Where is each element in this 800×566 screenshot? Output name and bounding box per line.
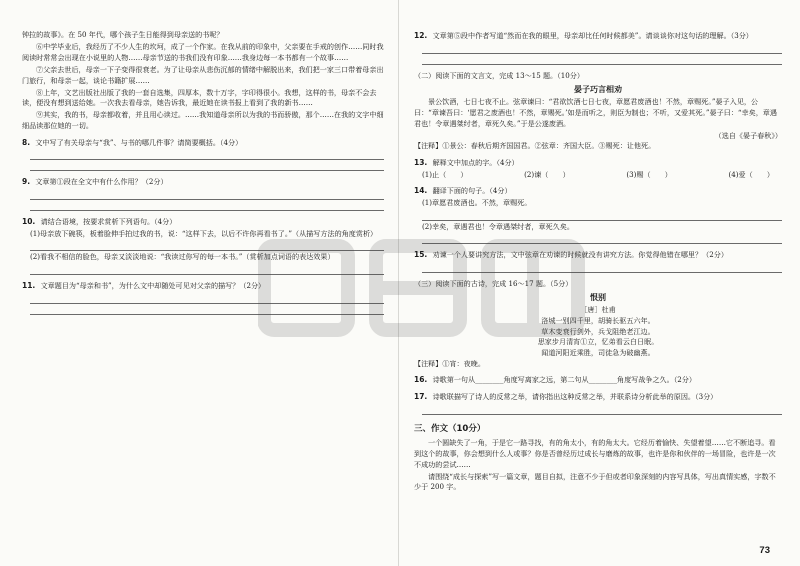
composition-prompt: 一个圆缺失了一角，于是它一路寻找，有的角太小，有的角太大。它经历着愉快、失望着望……它不断追寻。看到这个的故事，你会想到什么人或事？你是否曾经历过成长与磨炼的故事，也许是你和伙伴的一场冒险，也许是一次不成功的尝试…… [414,438,776,469]
question-number: 13. [414,157,428,167]
question-10-part-1: (1)母亲放下碗筷，板着脸伸手拍过我的书，说：“这样下去，以后不许你再看书了。”（从描写方法的角度赏析） [30,228,378,238]
paragraph-6: ⑥中学毕业后，我经历了不少人生的坎坷，成了一个作家。在我从前的印象中，父亲要在手戒的创作……同时我阅读时常常会出现在小说里的人物……母亲节送的书我们没有印象……我身边每一本书都有一个故事…… [22,42,384,62]
question-13 [414,157,782,169]
question-15 [414,249,782,261]
poem-line: 洛城一别四千里，胡骑长驱五六年。 [541,316,655,326]
question-12 [414,30,782,42]
right-column [414,30,782,495]
question-8 [22,137,384,149]
question-11 [22,280,384,292]
section-2-heading: （二）阅读下面的文言文，完成 13～15 题。（10分） [414,70,584,80]
question-16 [414,374,782,386]
word-blank-1[interactable]: (1)止（ ） [422,169,468,179]
intro-tail: 钟拉的故事》。在 50 年代，哪个孩子生日能得到母亲送的书呢？ [22,30,224,39]
composition-requirement: 请围绕“成长与探索”写一篇文章，题目自拟，注意不少于但或者印象深刻的内容写具体，写出真情实感，字数不少于 200 字。 [414,471,776,492]
answer-line[interactable] [30,293,384,304]
answer-line[interactable] [422,43,782,54]
question-number: 11. [22,280,36,290]
question-number: 10. [22,217,36,227]
question-14-part-1: (1)章愿君废酒也。不然，章赐死。 [422,197,532,207]
question-9 [22,176,384,188]
poem-line: 草木变衰行剑外，兵戈阻绝老江边。 [541,326,655,336]
answer-line[interactable] [422,210,782,221]
word-blank-4[interactable]: (4)爱（ ） [728,169,774,179]
question-text: 解释文中加点的字。（4分） [432,157,519,167]
question-number: 15. [414,250,428,260]
question-text: 请结合语境，按要求赏析下列语句。（4分） [40,217,177,227]
answer-line[interactable] [422,262,782,273]
poem-note: 【注释】①宵：夜晚。 [414,358,485,368]
question-text: 翻译下面的句子。（4分） [432,186,512,196]
poem-line: 思家步月清宵①立，忆弟看云白日眠。 [537,337,659,347]
word-blank-2[interactable]: (2)谏（ ） [524,169,570,179]
page-number: 73 [759,545,770,556]
question-number: 14. [414,186,428,196]
answer-line[interactable] [30,160,384,171]
question-number: 8. [22,137,31,147]
classic-text: 景公饮酒，七日七夜不止。弦章谏曰：“君欲饮酒七日七夜，章愿君废酒也！不然，章赐死。”晏子入见，公曰：“章谏吾曰：‘愿君之废酒也！不然，章赐死。’如是而听之，则臣为制也；不听，又爱其死。”晏子曰：“幸矣，章遇君也！令章遇桀纣者，章死久矣。”于是公遂废酒。 [414,97,777,128]
question-text: 文章第⑤段中作者写道“然而在我的眼里，母亲却比任何时候都美”。请谈谈你对这句话的理解。（3分） [432,31,753,40]
answer-line[interactable] [30,304,384,315]
question-17 [414,391,782,403]
question-text: 文章题目为“母亲和书”，为什么文中却随处可见对父亲的描写？（2分） [40,280,266,290]
paragraph-8: ⑧上年，文艺出版社出版了我的一套自选集，四厚本，数十万字，字印得很小。我想，这样的书，母亲不会去读，便没有想到送给她。一次我去看母亲，她告诉我，最近她在读书报上看到了我的新书…… [22,87,377,108]
question-text: 劝谏一个人要讲究方法，文中弦章在劝谏的时候就没有讲究方法。你觉得他错在哪里？（2分） [432,250,728,260]
column-divider [398,0,399,566]
word-blank-3[interactable]: (3)赐（ ） [626,169,672,179]
answer-line[interactable] [30,240,384,251]
paragraph-9: ⑨其实，我的书，母亲都收着，并且用心读过。……我知道母亲所以为我的书而骄傲，那个……在我的文字中细细品读那位她的一切。 [22,110,384,131]
answer-line[interactable] [422,404,782,415]
question-number: 9. [22,177,31,187]
paragraph-7: ⑦父亲去世后，母亲一下子变得很衰老。为了让母亲从悲伤沉郁的情绪中解脱出来，我们把一家三口带着母亲出门旅行，和母亲一起，谈论书籍扩展…… [22,64,384,85]
question-text: 文中写了有关母亲与“我”、与书的哪几件事？请简要概括。（4分） [35,137,243,147]
classic-title: 晏子巧言相劝 [574,84,622,95]
answer-line[interactable] [422,54,782,65]
question-text: 诗歌第一句从________角度写离家之远，第二句从________角度写战争之久。（2分） [432,375,696,385]
word-blanks [422,170,774,181]
answer-line[interactable] [30,149,384,160]
answer-line[interactable] [30,189,384,200]
question-text: 文章第①段在全文中有什么作用？（2分） [35,177,168,187]
poem-title: 恨别 [590,292,606,303]
left-column [22,30,384,315]
question-number: 12. [414,31,428,40]
question-14-part-2: (2)幸矣，章遇君也！令章遇桀纣者，章死久矣。 [422,221,574,231]
poem-author: ［唐］杜甫 [580,305,616,315]
section-3-heading: （三）阅读下面的古诗，完成 16～17 题。（5分） [414,278,573,288]
classic-source: （选自《晏子春秋》） [714,130,782,140]
answer-line[interactable] [30,264,384,275]
question-number: 16. [414,375,428,385]
composition-heading: 三、作文（10分） [414,423,486,434]
question-text: 诗歌联描写了诗人的反常之举，请你指出这种反常之举，并联系诗分析此举的原因。（3分） [432,391,718,401]
answer-line[interactable] [422,233,782,244]
question-14 [414,185,782,197]
question-10 [22,216,384,228]
question-10-part-2: (2)看我不相信的脸色，母亲又淡淡地说：“我读过你写的每一本书。”（赏析加点词语的表达效果） [30,252,335,262]
answer-line[interactable] [30,200,384,211]
poem-line: 闻道河阳近乘胜，司徒急为破幽燕。 [541,348,655,358]
classic-note: 【注释】①景公：春秋后期齐国国君。②弦章：齐国大臣。③赐死：让他死。 [414,141,656,151]
question-number: 17. [414,391,428,401]
